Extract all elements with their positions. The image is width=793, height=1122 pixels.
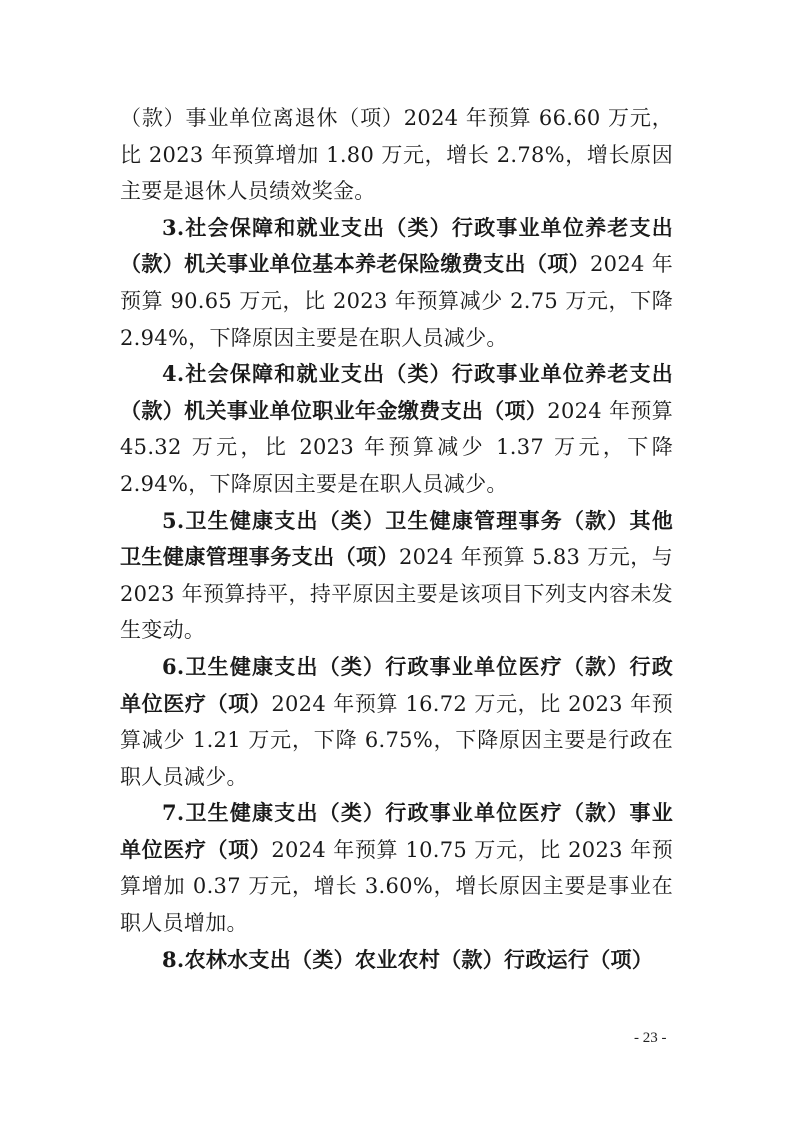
paragraph-2 [120, 210, 673, 356]
paragraph-1-text: （款）事业单位离退休（项）2024 年预算 66.60 万元，比 2023 年预算增加 1.80 万元，增长 2.78%，增长原因主要是退休人员绩效奖金。 [120, 106, 673, 204]
paragraph-3 [120, 356, 673, 502]
paragraph-2-text: 2024 年预算 90.65 万元，比 2023 年预算减少 2.75 万元，下降 2.94%，下降原因主要是在职人员减少。 [120, 252, 673, 350]
paragraph-4-text: 2024 年预算 5.83 万元，与 2023 年预算持平，持平原因主要是该项目下列支内容未发生变动。 [120, 545, 673, 643]
paragraph-1 [120, 100, 673, 210]
paragraph-6-text: 2024 年预算 10.75 万元，比 2023 年预算增加 0.37 万元，增长 3.60%，增长原因主要是事业在职人员增加。 [120, 837, 673, 936]
paragraph-3-text: 2024 年预算 45.32 万元，比 2023 年预算减少 1.37 万元，下降 2.94%，下降原因主要是在职人员减少。 [120, 398, 673, 496]
paragraph-7 [120, 942, 673, 979]
paragraph-5-text: 2024 年预算 16.72 万元，比 2023 年预算减少 1.21 万元，下降 6.75%，下降原因主要是行政在职人员减少。 [120, 691, 673, 789]
paragraph-5 [120, 649, 673, 795]
paragraph-3-lead: 4.社会保障和就业支出（类）行政事业单位养老支出（款）机关事业单位职业年金缴费支出（项） [120, 361, 673, 423]
page-number: - 23 - [634, 1030, 667, 1046]
document-page [120, 100, 673, 978]
paragraph-6 [120, 795, 673, 941]
paragraph-4-lead: 5.卫生健康支出（类）卫生健康管理事务（款）其他卫生健康管理事务支出（项） [120, 507, 673, 570]
paragraph-7-lead: 8.农林水支出（类）农业农村（款）行政运行（项） [162, 946, 654, 972]
paragraph-5-lead: 6.卫生健康支出（类）行政事业单位医疗（款）行政单位医疗（项） [120, 653, 673, 716]
paragraph-4 [120, 503, 673, 649]
paragraph-2-lead: 3.社会保障和就业支出（类）行政事业单位养老支出（款）机关事业单位基本养老保险缴费支出（项） [120, 214, 673, 277]
paragraph-6-lead: 7.卫生健康支出（类）行政事业单位医疗（款）事业单位医疗（项） [120, 800, 673, 862]
